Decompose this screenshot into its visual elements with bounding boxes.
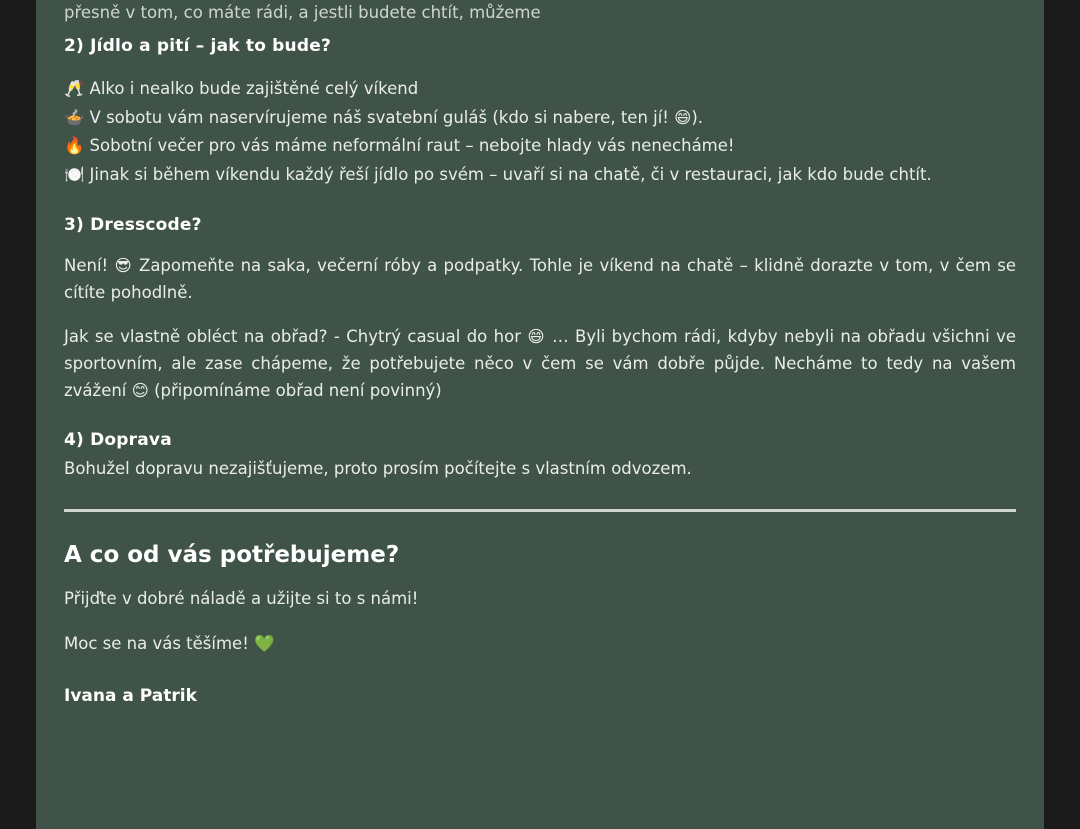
signature: Ivana a Patrik [64,685,197,706]
list-item-label: Sobotní večer pro vás máme neformální raut – nebojte hlady vás nenecháme! [89,136,735,156]
list-item [64,105,1016,132]
section-divider [64,509,1016,512]
green-heart-icon: 💚 [254,633,275,653]
fire-icon: 🔥 [64,136,85,156]
transport-paragraph: Bohužel dopravu nezajišťujeme, proto prosím počítejte s vlastním odvozem. [64,459,692,479]
heading-dresscode: 3) Dresscode? [64,214,202,235]
list-item-label: Alko i nealko bude zajištěné celý víkend [89,79,419,98]
closing-line-2 [64,631,1016,658]
list-item [64,162,1016,189]
heading-transport: 4) Doprava [64,430,172,451]
dresscode-paragraph-1: Není! 😎 Zapomeňte na saka, večerní róby a podpatky. Tohle je víkend na chatě – klidně dorazte v tom, v čem se cítíte pohodlně. [64,255,1016,302]
plate-with-cutlery-icon: 🍽️ [64,165,85,185]
list-item-label: Jinak si během víkendu každý řeší jídlo po svém – uvaří si na chatě, či v restauraci, jak kdo bude chtít. [89,165,932,185]
heading-food-and-drink: 2) Jídlo a pití – jak to bude? [64,36,332,56]
food-list [64,76,1016,189]
document-sheet [36,0,1044,829]
list-item-label: V sobotu vám naservírujeme náš svatební guláš (kdo si nabere, ten jí! 😄). [89,107,704,127]
closing-line-2-text: Moc se na vás těšíme! [64,633,255,653]
list-item [64,76,1016,103]
closing-line-1: Přijďte v dobré náladě a užijte si to s námi! [64,589,419,609]
dresscode-paragraph-2: Jak se vlastně obléct na obřad? - Chytrý casual do hor 😄 … Byli bychom rádi, kdyby nebyli na obřadu všichni ve sportovním, ale zase chápeme, že potřebujete něco v čem se vám dobře půjde. Necháme to tedy na vašem zvážení 😊 (připomínáme obřad není povinný) [64,327,1016,400]
list-item [64,133,1016,160]
closing-title: A co od vás potřebujeme? [64,542,400,569]
champagne-glasses-icon: 🥂 [64,79,85,98]
stew-icon: 🍲 [64,107,85,127]
clipped-top-line: přesně v tom, co máte rádi, a jestli budete chtít, můžeme [64,3,541,22]
